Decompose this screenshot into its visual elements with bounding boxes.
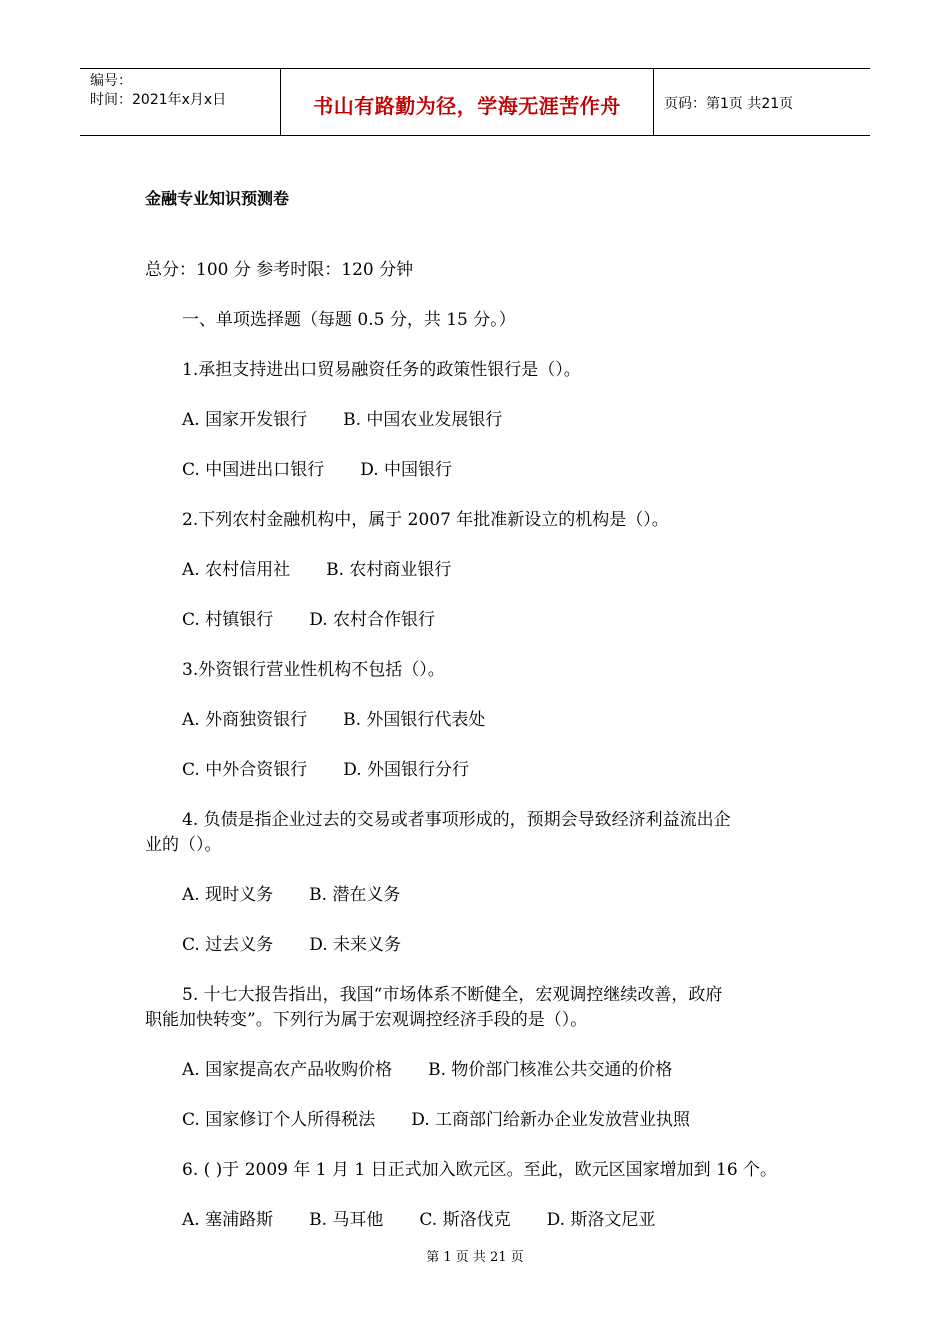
header-motto: 书山有路勤为径，学海无涯苦作舟: [281, 69, 654, 135]
header-left-cell: [80, 69, 281, 135]
question-5-line-2: 职能加快转变”。下列行为属于宏观调控经济手段的是（）。: [145, 1010, 588, 1030]
option: C. 中外合资银行: [182, 760, 308, 780]
question-4-line-2: 业的（）。: [145, 835, 222, 855]
question-5-options-row-1: [145, 1058, 805, 1083]
page-footer: 第 1 页 共 21 页: [426, 1250, 524, 1265]
option: D. 斯洛文尼亚: [546, 1210, 656, 1230]
option: A. 外商独资银行: [182, 710, 308, 730]
option: C. 中国进出口银行: [182, 460, 325, 480]
question-2-options-row-2: [145, 608, 805, 633]
question-3: 3.外资银行营业性机构不包括（）。: [182, 660, 445, 680]
question-4-line-1: 4. 负债是指企业过去的交易或者事项形成的，预期会导致经济利益流出企: [182, 810, 731, 830]
question-4-options-row-2: [145, 933, 805, 958]
header-table: [80, 68, 870, 136]
question-4: [145, 808, 805, 858]
section-heading: 一、单项选择题（每题 0.5 分，共 15 分。）: [182, 310, 516, 330]
time-label: 时间：2021年x月x日: [90, 92, 227, 108]
exam-meta: 总分：100 分 参考时限：120 分钟: [145, 260, 414, 280]
question-1-options-row-2: [145, 458, 805, 483]
question-1: 1.承担支持进出口贸易融资任务的政策性银行是（）。: [182, 360, 581, 380]
question-6-options-row-1: [145, 1208, 805, 1233]
option: C. 国家修订个人所得税法: [182, 1110, 376, 1130]
option: B. 马耳他: [309, 1210, 384, 1230]
option: A. 国家提高农产品收购价格: [182, 1060, 393, 1080]
header-page-info: 页码：第1页 共21页: [664, 96, 794, 112]
option: D. 工商部门给新办企业发放营业执照: [411, 1110, 691, 1130]
option: B. 农村商业银行: [326, 560, 452, 580]
document-body: [145, 258, 805, 1233]
question-2-options-row-1: [145, 558, 805, 583]
option: A. 农村信用社: [182, 560, 291, 580]
question-2: 2.下列农村金融机构中，属于 2007 年批准新设立的机构是（）。: [182, 510, 669, 530]
question-5: [145, 983, 805, 1033]
question-5-options-row-2: [145, 1108, 805, 1133]
option: A. 国家开发银行: [182, 410, 308, 430]
option: C. 过去义务: [182, 935, 274, 955]
option: B. 中国农业发展银行: [343, 410, 503, 430]
option: B. 外国银行代表处: [343, 710, 486, 730]
option: D. 农村合作银行: [309, 610, 436, 630]
question-4-options-row-1: [145, 883, 805, 908]
number-label: 编号：: [90, 73, 132, 89]
option: C. 村镇银行: [182, 610, 274, 630]
question-6: 6. ( )于 2009 年 1 月 1 日正式加入欧元区。至此，欧元区国家增加到 16 个。: [182, 1160, 778, 1180]
question-5-line-1: 5. 十七大报告指出，我国“市场体系不断健全，宏观调控继续改善，政府: [182, 985, 723, 1005]
option: A. 塞浦路斯: [182, 1210, 274, 1230]
option: D. 外国银行分行: [343, 760, 470, 780]
option: D. 中国银行: [360, 460, 453, 480]
question-1-options-row-1: [145, 408, 805, 433]
question-3-options-row-2: [145, 758, 805, 783]
option: B. 物价部门核准公共交通的价格: [428, 1060, 673, 1080]
option: B. 潜在义务: [309, 885, 401, 905]
option: A. 现时义务: [182, 885, 274, 905]
option: C. 斯洛伐克: [419, 1210, 511, 1230]
question-3-options-row-1: [145, 708, 805, 733]
option: D. 未来义务: [309, 935, 402, 955]
document-title: 金融专业知识预测卷: [145, 189, 290, 208]
